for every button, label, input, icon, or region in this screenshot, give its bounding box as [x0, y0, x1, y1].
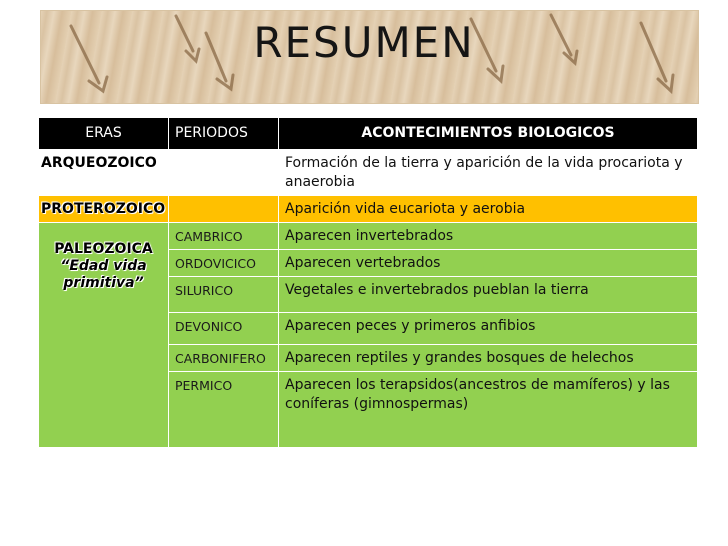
- period-empty: [169, 196, 279, 223]
- period-ordovicico: ORDOVICICO: [169, 250, 279, 277]
- eras-table: [38, 117, 698, 448]
- event-devonico: Aparecen peces y primeros anfibios: [279, 313, 698, 345]
- era-proterozoico: PROTEROZOICO: [39, 196, 169, 223]
- period-cambrico: CAMBRICO: [169, 223, 279, 250]
- header-eras: ERAS: [39, 118, 169, 150]
- period-carbonifero: CARBONIFERO: [169, 345, 279, 372]
- header-periodos: PERIODOS: [169, 118, 279, 150]
- event-permico: Aparecen los terapsidos(ancestros de mamíferos) y las coníferas (gimnospermas): [279, 372, 698, 448]
- event-proterozoico: Aparición vida eucariota y aerobia: [279, 196, 698, 223]
- event-carbonifero: Aparecen reptiles y grandes bosques de helechos: [279, 345, 698, 372]
- page-title: RESUMEN: [253, 18, 475, 67]
- era-paleozoica: [39, 223, 169, 448]
- period-devonico: DEVONICO: [169, 313, 279, 345]
- period-permico: PERMICO: [169, 372, 279, 448]
- table-row: [39, 223, 698, 250]
- era-arqueozoico: ARQUEOZOICO: [39, 150, 169, 196]
- table-row-proterozoico: [39, 196, 698, 223]
- era-paleozoica-subtitle: “Edad vida primitiva”: [60, 258, 147, 291]
- era-paleozoica-label: PALEOZOICA: [54, 241, 153, 257]
- event-ordovicico: Aparecen vertebrados: [279, 250, 698, 277]
- table-row-arqueozoico: [39, 150, 698, 196]
- period-empty: [169, 150, 279, 196]
- event-silurico: Vegetales e invertebrados pueblan la tierra: [279, 277, 698, 313]
- event-arqueozoico: Formación de la tierra y aparición de la vida procariota y anaerobia: [279, 150, 698, 196]
- event-cambrico: Aparecen invertebrados: [279, 223, 698, 250]
- period-silurico: SILURICO: [169, 277, 279, 313]
- table-header-row: [39, 118, 698, 150]
- header-acontecimientos: ACONTECIMIENTOS BIOLOGICOS: [279, 118, 698, 150]
